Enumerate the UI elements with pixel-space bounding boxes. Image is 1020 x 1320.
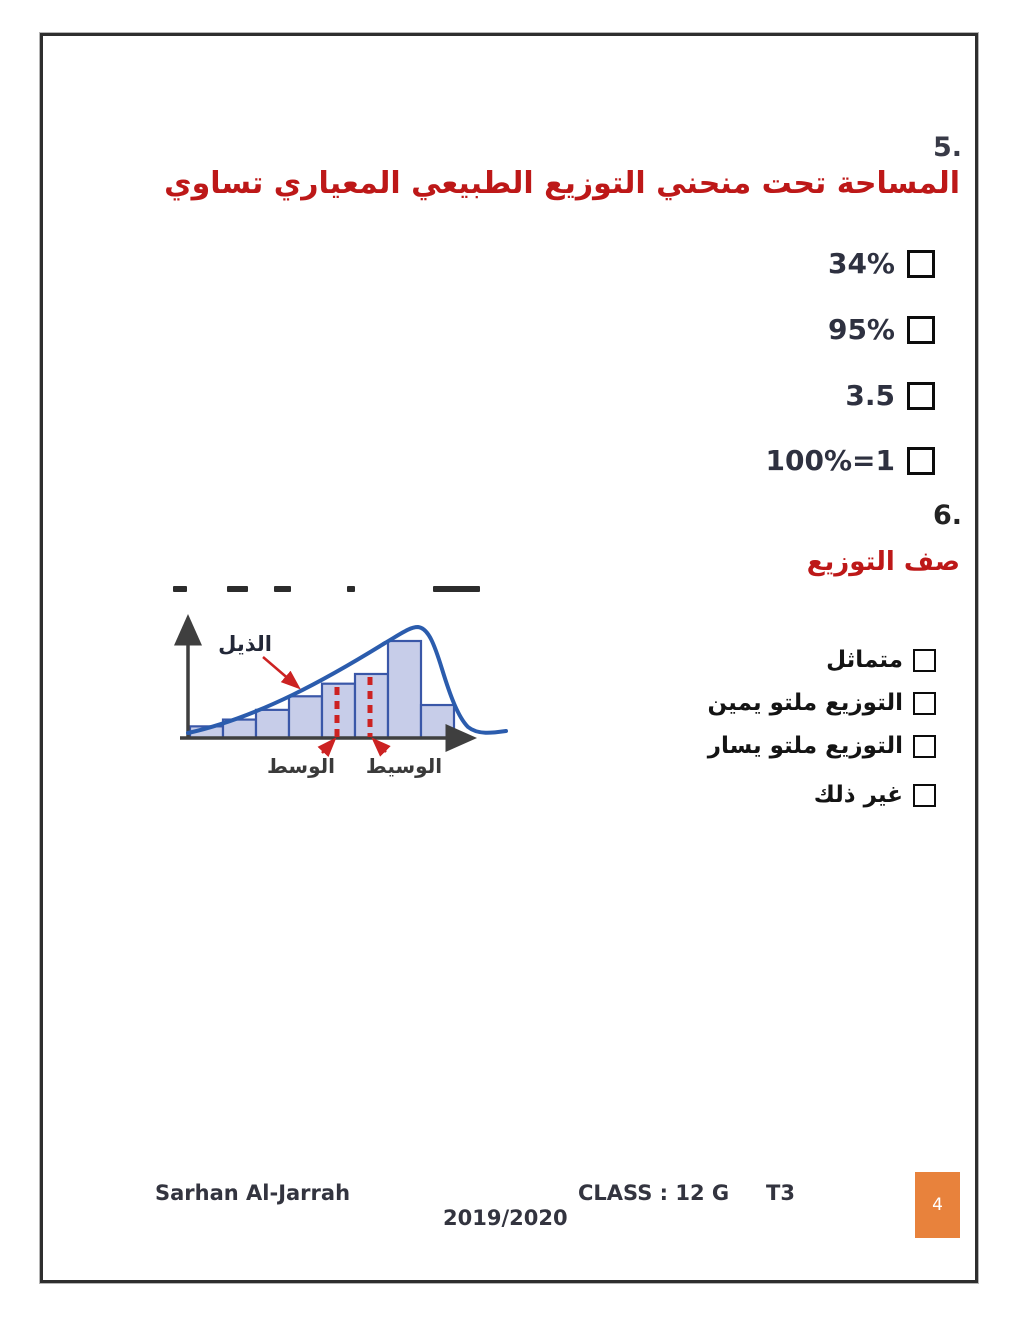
histogram-chart	[170, 591, 510, 783]
tail-label: الذيل	[218, 632, 272, 656]
q6-option-row	[814, 782, 936, 808]
mean-arrow	[322, 740, 334, 753]
page-number: 4	[932, 1195, 943, 1215]
q6-option-checkbox[interactable]	[913, 735, 936, 758]
page-number-box	[915, 1172, 960, 1238]
q6-option-label: التوزيع ملتو يسار	[707, 733, 903, 759]
q5-option-row	[845, 379, 935, 412]
histogram-bar	[421, 705, 454, 738]
q6-option-label: متماثل	[826, 647, 903, 673]
footer-year: 2019/2020	[443, 1206, 568, 1230]
q5-option-row	[828, 313, 935, 346]
q5-option-checkbox[interactable]	[907, 382, 935, 410]
q5-option-checkbox[interactable]	[907, 316, 935, 344]
q6-option-row	[826, 647, 936, 673]
distribution-figure	[170, 585, 510, 785]
q5-option-row	[828, 247, 935, 280]
footer-author: Sarhan Al-Jarrah	[155, 1181, 351, 1205]
q6-option-row	[708, 733, 936, 759]
mean-label: الوسط	[267, 754, 335, 778]
footer-class: CLASS : 12 G	[578, 1181, 730, 1205]
q6-option-checkbox[interactable]	[913, 649, 936, 672]
histogram-bar	[289, 696, 322, 738]
q6-option-checkbox[interactable]	[913, 784, 936, 807]
q6-option-row	[707, 690, 936, 716]
question6-title: صف التوزيع	[806, 547, 960, 577]
q5-option-label: 95%	[827, 313, 895, 346]
q5-option-checkbox[interactable]	[907, 447, 935, 475]
q6-option-label: التوزيع ملتو يمين	[707, 690, 903, 716]
q5-option-label: 3.5	[845, 379, 895, 412]
histogram-bar	[388, 641, 421, 738]
q5-option-row	[766, 444, 935, 477]
q6-option-label: غير ذلك	[813, 782, 903, 808]
q5-option-label: 100%=1	[765, 444, 895, 477]
q6-option-checkbox[interactable]	[913, 692, 936, 715]
histogram-bar	[256, 710, 289, 738]
q5-option-label: 34%	[827, 247, 895, 280]
q5-option-checkbox[interactable]	[907, 250, 935, 278]
question5-title: المساحة تحت منحني التوزيع الطبيعي المعياري تساوي	[164, 166, 960, 201]
question5-number: 5.	[932, 132, 962, 163]
question6-number: 6.	[932, 500, 962, 531]
tail-arrow	[263, 657, 298, 687]
footer-term: T3	[766, 1181, 795, 1205]
median-label: الوسيط	[365, 754, 443, 778]
median-arrow	[374, 740, 386, 752]
